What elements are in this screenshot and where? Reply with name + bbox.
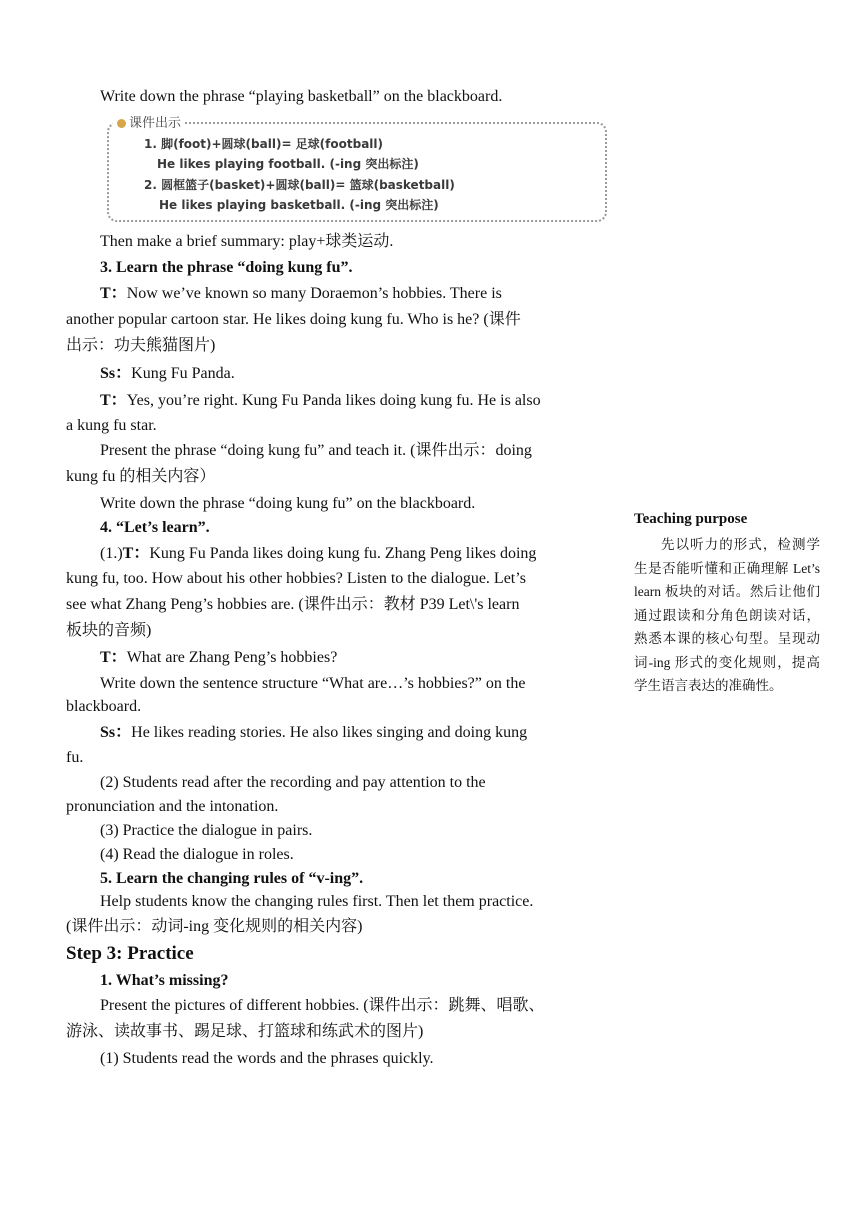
tag-dot-icon bbox=[117, 119, 126, 128]
text-line: kung fu, too. How about his other hobbies? Listen to the dialogue. Let’s bbox=[66, 570, 526, 587]
speaker-text: Yes, you’re right. Kung Fu Panda likes doing kung fu. He is also bbox=[126, 392, 541, 409]
text-line: (1) Students read the words and the phrases quickly. bbox=[100, 1050, 434, 1067]
text-line: 板块的音频) bbox=[66, 622, 152, 639]
side-note-title: Teaching purpose bbox=[634, 511, 748, 527]
item-number: (1.) bbox=[100, 545, 123, 562]
text-line: a kung fu star. bbox=[66, 417, 157, 434]
text-line: Write down the sentence structure “What are…’s hobbies?” on the bbox=[100, 675, 526, 692]
text-line: Then make a brief summary: play+球类运动. bbox=[100, 233, 394, 250]
text-line: (2) Students read after the recording and pay attention to the bbox=[100, 774, 486, 791]
speaker-label: T： bbox=[100, 649, 127, 666]
step-heading: Step 3: Practice bbox=[66, 943, 194, 964]
speaker-text: Kung Fu Panda likes doing kung fu. Zhang Peng likes doing bbox=[149, 545, 537, 562]
speaker-label: Ss： bbox=[100, 365, 132, 382]
text-line bbox=[100, 723, 527, 743]
text-line: (4) Read the dialogue in roles. bbox=[100, 846, 294, 863]
text-line: 游泳、读故事书、踢足球、打篮球和练武术的图片) bbox=[66, 1023, 424, 1040]
side-note-text: 先以听力的形式，检测学生是否能听懂和正确理解 Let’s learn 板块的对话。然后让他们通过跟读和分角色朗读对话，熟悉本课的核心句型。呈现动词-ing 形式的变化规则，提高学生语言表达的准确性。 bbox=[634, 537, 820, 693]
text-line: Present the phrase “doing kung fu” and teach it. (课件出示：doing bbox=[100, 442, 532, 459]
courseware-line: He likes playing football. (-ing 突出标注) bbox=[157, 157, 419, 171]
text-line: see what Zhang Peng’s hobbies are. (课件出示：教材 P39 Let\'s learn bbox=[66, 596, 520, 613]
speaker-text: What are Zhang Peng’s hobbies? bbox=[126, 649, 338, 666]
text-line: 出示：功夫熊猫图片) bbox=[66, 337, 216, 354]
text-line: Write down the phrase “doing kung fu” on the blackboard. bbox=[100, 495, 476, 512]
text-line: Present the pictures of different hobbies. (课件出示：跳舞、唱歌、 bbox=[100, 997, 545, 1014]
section-heading: 1. What’s missing? bbox=[100, 972, 229, 989]
courseware-line: He likes playing basketball. (-ing 突出标注) bbox=[159, 198, 439, 212]
text-line bbox=[100, 391, 541, 411]
speaker-text: Kung Fu Panda. bbox=[131, 365, 235, 382]
text-line: Write down the phrase “playing basketball” on the blackboard. bbox=[100, 88, 503, 105]
section-heading: 4. “Let’s learn”. bbox=[100, 519, 210, 536]
speaker-text: Now we’ve known so many Doraemon’s hobbies. There is bbox=[126, 285, 502, 302]
section-heading: 3. Learn the phrase “doing kung fu”. bbox=[100, 259, 353, 276]
text-line: Help students know the changing rules first. Then let them practice. bbox=[100, 893, 534, 910]
courseware-line: 1. 脚(foot)+圆球(ball)= 足球(football) bbox=[144, 137, 383, 151]
text-line: (3) Practice the dialogue in pairs. bbox=[100, 822, 313, 839]
text-line: another popular cartoon star. He likes doing kung fu. Who is he? (课件 bbox=[66, 311, 521, 328]
courseware-line: 2. 圆框篮子(basket)+圆球(ball)= 篮球(basketball) bbox=[144, 178, 455, 192]
text-line bbox=[100, 284, 502, 304]
speaker-label: Ss： bbox=[100, 724, 132, 741]
text-line: (课件出示：动词-ing 变化规则的相关内容) bbox=[66, 918, 363, 935]
courseware-tag bbox=[113, 112, 185, 131]
speaker-label: T： bbox=[100, 285, 127, 302]
text-line: fu. bbox=[66, 749, 84, 766]
speaker-text: He likes reading stories. He also likes singing and doing kung bbox=[131, 724, 528, 741]
text-line: kung fu 的相关内容） bbox=[66, 468, 216, 485]
speaker-label: T： bbox=[100, 392, 127, 409]
text-line bbox=[100, 544, 536, 564]
text-line: pronunciation and the intonation. bbox=[66, 798, 279, 815]
courseware-tag-label: 课件出示 bbox=[129, 116, 182, 131]
text-line bbox=[100, 648, 337, 668]
section-heading: 5. Learn the changing rules of “v-ing”. bbox=[100, 870, 364, 887]
text-line bbox=[100, 364, 235, 384]
text-line: blackboard. bbox=[66, 698, 142, 715]
speaker-label: T： bbox=[122, 545, 150, 562]
